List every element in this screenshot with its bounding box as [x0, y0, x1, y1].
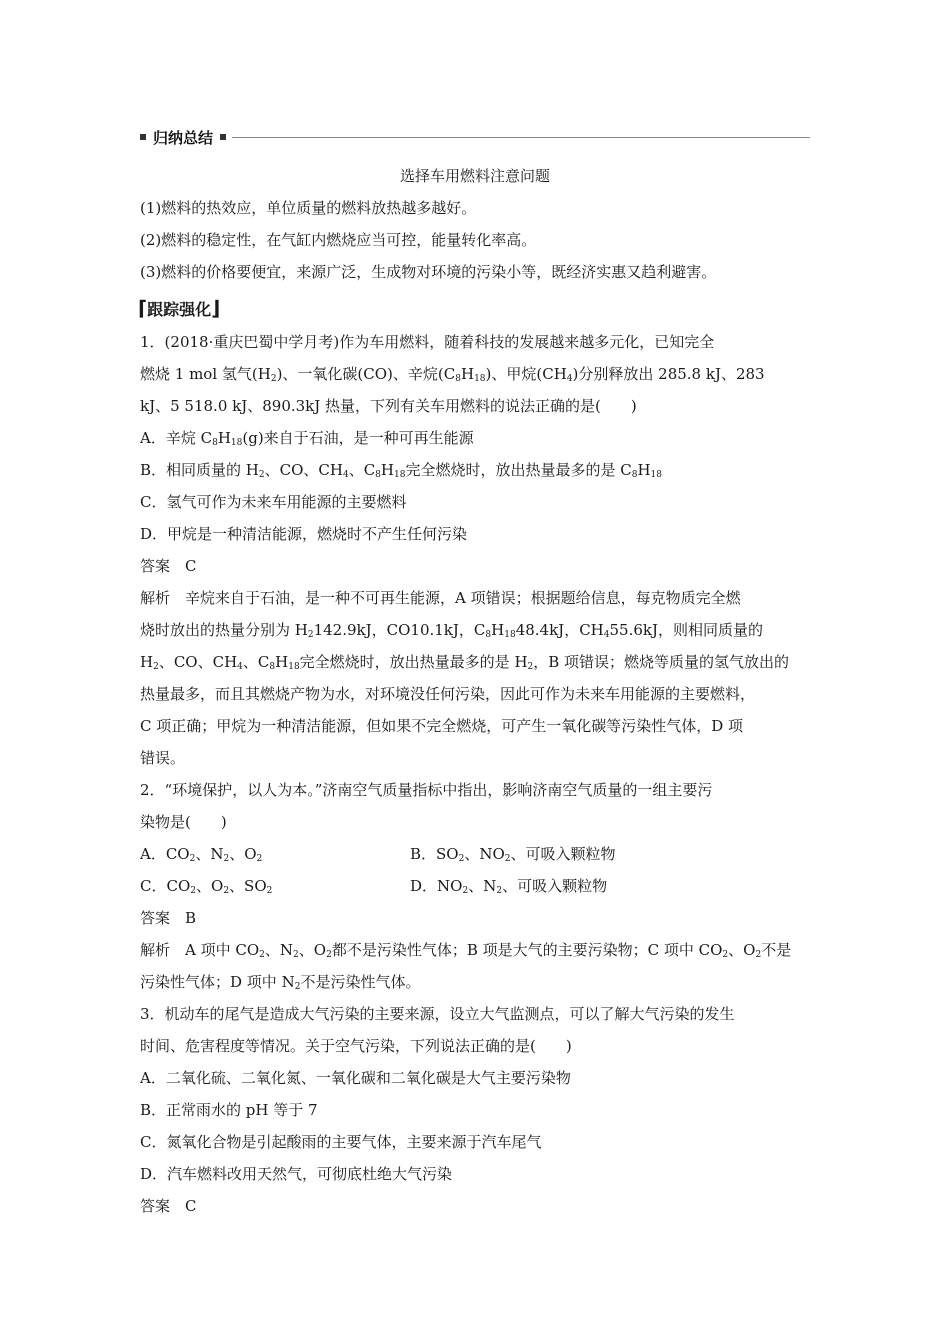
chem-subscript: 2 — [496, 886, 503, 896]
square-bullet-icon — [220, 134, 226, 140]
chem-subscript: 4 — [237, 662, 243, 672]
summary-point-2: (2)燃料的稳定性，在气缸内燃烧应当可控，能量转化率高。 — [140, 231, 537, 249]
chem-subscript: 2 — [527, 662, 534, 672]
q2-stem-line-2: 染物是( ) — [140, 813, 227, 831]
chem-subscript: 4 — [603, 630, 610, 640]
chem-subscript: 2 — [258, 470, 265, 480]
chem-subscript: 18 — [288, 662, 300, 672]
chem-subscript: 18 — [650, 470, 662, 480]
chem-subscript: 8 — [455, 374, 461, 384]
q3-option-b: B．正常雨水的 pH 等于 7 — [140, 1101, 318, 1119]
q2-answer: 答案 B — [140, 909, 197, 927]
chem-subscript: 2 — [293, 950, 299, 960]
q1-stem-line-2: 燃烧 1 mol 氢气$(H_2)$、一氧化碳(CO)、辛烷$(C_8H_{18})$、甲烷$(CH_4)$分别释放出 285.8 kJ、283 — [140, 365, 765, 384]
q1-explanation-line-6: 错误。 — [140, 749, 186, 767]
chem-subscript: 2 — [504, 854, 511, 864]
chem-subscript: 2 — [189, 854, 196, 864]
q2-stem-line-1: 2．“环境保护，以人为本。”济南空气质量指标中指出，影响济南空气质量的一组主要污 — [140, 781, 713, 799]
q2-explanation-line-1: 解析 A 项中 $CO_2$、$N_2$、$O_2$都不是污染性气体；B 项是大气的主要污染物；C 项中 $CO_2$、$O_2$不是 — [140, 941, 792, 960]
q2-option-b: B．$SO_2$、$NO_2$、可吸入颗粒物 — [410, 845, 616, 864]
chem-subscript: 4 — [342, 470, 349, 480]
q1-explanation-line-3: $H_2$、CO、$CH_4$、$C_8H_{18}$完全燃烧时，放出热量最多的是 $H_2$，B 项错误；燃烧等质量的氢气放出的 — [140, 653, 790, 672]
chem-subscript: 2 — [458, 854, 465, 864]
chem-subscript: 18 — [394, 470, 406, 480]
q3-stem-line-1: 3．机动车的尾气是造成大气污染的主要来源，设立大气监测点，可以了解大气污染的发生 — [140, 1005, 735, 1023]
chem-subscript: 2 — [190, 886, 196, 896]
q1-option-d: D．甲烷是一种清洁能源，燃烧时不产生任何污染 — [140, 525, 468, 543]
chem-subscript: 8 — [631, 470, 638, 480]
practice-header-label: 跟踪强化 — [147, 300, 212, 319]
q1-explanation-line-5: C 项正确；甲烷为一种清洁能源，但如果不完全燃烧，可产生一氧化碳等污染性气体，D 项 — [140, 717, 744, 735]
q2-option-a: A．$CO_2$、$N_2$、$O_2$ — [140, 845, 263, 864]
summary-point-3: (3)燃料的价格要便宜，来源广泛，生成物对环境的污染小等，既经济实惠又趋利避害。 — [140, 263, 717, 281]
chem-subscript: 2 — [294, 982, 301, 992]
chem-subscript: 2 — [153, 662, 159, 672]
practice-section-header — [138, 297, 220, 321]
chem-subscript: 2 — [462, 886, 469, 896]
q1-stem-line-1: 1．(2018·重庆巴蜀中学月考)作为车用燃料，随着科技的发展越来越多元化，已知完全 — [140, 333, 715, 351]
summary-title: 选择车用燃料注意问题 — [399, 167, 550, 185]
q2-explanation-line-2: 污染性气体；D 项中 $N_2$不是污染性气体。 — [140, 973, 421, 992]
chem-subscript: 2 — [259, 950, 265, 960]
chem-subscript: 2 — [722, 950, 729, 960]
chem-subscript: 8 — [269, 662, 276, 672]
chem-subscript: 8 — [212, 438, 218, 448]
summary-point-1: (1)燃料的热效应，单位质量的燃料放热越多越好。 — [140, 199, 477, 217]
chem-subscript: 8 — [375, 470, 381, 480]
chem-subscript: 2 — [307, 630, 314, 640]
q3-option-d: D．汽车燃料改用天然气，可彻底杜绝大气污染 — [140, 1165, 453, 1183]
header-rule — [232, 137, 810, 138]
chem-subscript: 18 — [504, 630, 516, 640]
chem-subscript: 4 — [566, 374, 573, 384]
chem-subscript: 2 — [266, 886, 273, 896]
q1-stem-line-3: kJ、5 518.0 kJ、890.3kJ 热量，下列有关车用燃料的说法正确的是( ) — [140, 397, 637, 415]
q3-option-a: A．二氧化硫、二氧化氮、一氧化碳和二氧化碳是大气主要污染物 — [140, 1069, 571, 1087]
q3-answer: 答案 C — [140, 1197, 197, 1215]
left-bracket-icon: ⌈ — [138, 296, 148, 320]
q2-option-c: C．$CO_2$、$O_2$、$SO_2$ — [140, 877, 273, 896]
q1-option-a: A．辛烷 $C_8H_{18}(g)$来自于石油，是一种可再生能源 — [140, 429, 474, 448]
q1-option-b: B．相同质量的 $H_2$、CO、$CH_4$、$C_8H_{18}$完全燃烧时，放出热量最多的是 $C_8H_{18}$ — [140, 461, 662, 480]
q1-explanation-line-4: 热量最多，而且其燃烧产物为水，对环境没任何污染，因此可作为未来车用能源的主要燃料， — [140, 685, 756, 703]
q2-option-d: D．$NO_2$、$N_2$、可吸入颗粒物 — [410, 877, 608, 896]
chem-subscript: 18 — [474, 374, 486, 384]
q1-explanation-line-2: 烧时放出的热量分别为 $H_2142.9kJ$，CO10.1kJ，$C_8H_{18}48.4kJ$，$CH_455.6kJ$，则相同质量的 — [140, 621, 763, 640]
chem-subscript: 2 — [223, 886, 230, 896]
chem-subscript: 8 — [485, 630, 492, 640]
q1-option-c: C．氢气可作为未来车用能源的主要燃料 — [140, 493, 407, 511]
summary-section-header — [140, 126, 810, 148]
q2-options-row-1 — [140, 844, 812, 864]
right-bracket-icon: ⌋ — [211, 296, 221, 320]
chem-subscript: 2 — [270, 374, 277, 384]
chem-subscript: 2 — [755, 950, 762, 960]
square-bullet-icon — [140, 134, 146, 140]
q1-answer: 答案 C — [140, 557, 197, 575]
q1-explanation-line-1: 解析 辛烷来自于石油，是一种不可再生能源，A 项错误；根据题给信息，每克物质完全燃 — [140, 589, 741, 607]
q3-option-c: C．氮氧化合物是引起酸雨的主要气体，主要来源于汽车尾气 — [140, 1133, 542, 1151]
chem-subscript: 18 — [230, 438, 243, 448]
chem-subscript: 2 — [326, 950, 332, 960]
q2-options-row-2 — [140, 876, 812, 896]
chem-subscript: 2 — [256, 854, 263, 864]
summary-header-label: 归纳总结 — [153, 128, 214, 147]
q3-stem-line-2: 时间、危害程度等情况。关于空气污染，下列说法正确的是( ) — [140, 1037, 572, 1055]
chem-subscript: 2 — [223, 854, 230, 864]
